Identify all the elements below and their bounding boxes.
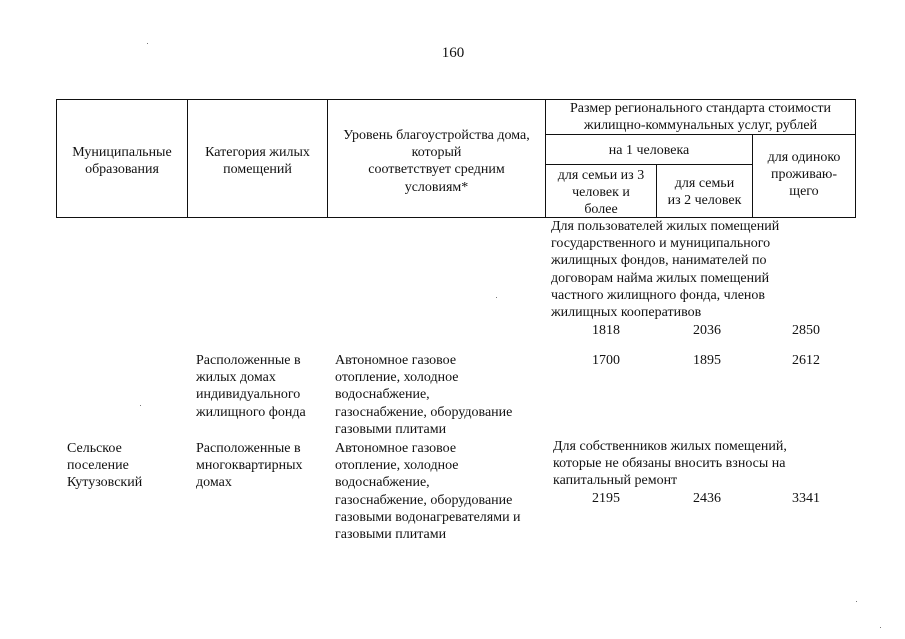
header-single: для одиноко проживаю- щего — [767, 150, 841, 200]
header-per-person: на 1 человека — [608, 143, 690, 158]
header-family-2: для семьи из 2 человек — [667, 176, 742, 209]
row-municipality: Сельское поселение Кутузовский — [67, 441, 143, 491]
header-category: Категория жилых помещений — [205, 145, 310, 178]
scan-speck — [140, 405, 141, 406]
value-family-3plus: 1700 — [592, 353, 620, 368]
table-header-divider-2 — [545, 164, 752, 165]
header-municipalities: Муниципальные образования — [72, 145, 172, 178]
scan-speck — [496, 297, 497, 298]
value-family-3plus: 1818 — [592, 323, 620, 338]
value-single: 3341 — [792, 491, 820, 506]
scan-speck — [856, 601, 857, 602]
scan-speck — [147, 43, 148, 44]
page-number: 160 — [441, 45, 465, 61]
scan-speck — [880, 627, 881, 628]
header-family-3plus: для семьи из 3 человек и более — [557, 168, 645, 218]
section-note: Для пользователей жилых помещений государственного и муниципального жилищных фондов, нанимателей по договорам найма жилых помещений частного жилищного фонда, членов жилищных кооперативов — [551, 219, 780, 321]
value-family-2: 2036 — [693, 323, 721, 338]
value-single: 2850 — [792, 323, 820, 338]
row-amenity: Автономное газовое отопление, холодное водоснабжение, газоснабжение, оборудование газовыми водонагревателями и газовыми плитами — [335, 441, 521, 543]
header-standard-size: Размер регионального стандарта стоимости жилищно-коммунальных услуг, рублей — [570, 101, 831, 134]
value-single: 2612 — [792, 353, 820, 368]
table-right-border — [855, 99, 856, 218]
header-amenity-level: Уровень благоустройства дома, который соответствует средним условиям* — [343, 128, 530, 195]
value-family-3plus: 2195 — [592, 491, 620, 506]
value-family-2: 1895 — [693, 353, 721, 368]
row-category: Расположенные в жилых домах индивидуального жилищного фонда — [196, 353, 306, 420]
row-category: Расположенные в многоквартирных домах — [196, 441, 303, 491]
row-amenity: Автономное газовое отопление, холодное водоснабжение, газоснабжение, оборудование газовыми плитами — [335, 353, 513, 437]
section-note: Для собственников жилых помещений, которые не обязаны вносить взносы на капитальный ремонт — [553, 439, 787, 489]
value-family-2: 2436 — [693, 491, 721, 506]
